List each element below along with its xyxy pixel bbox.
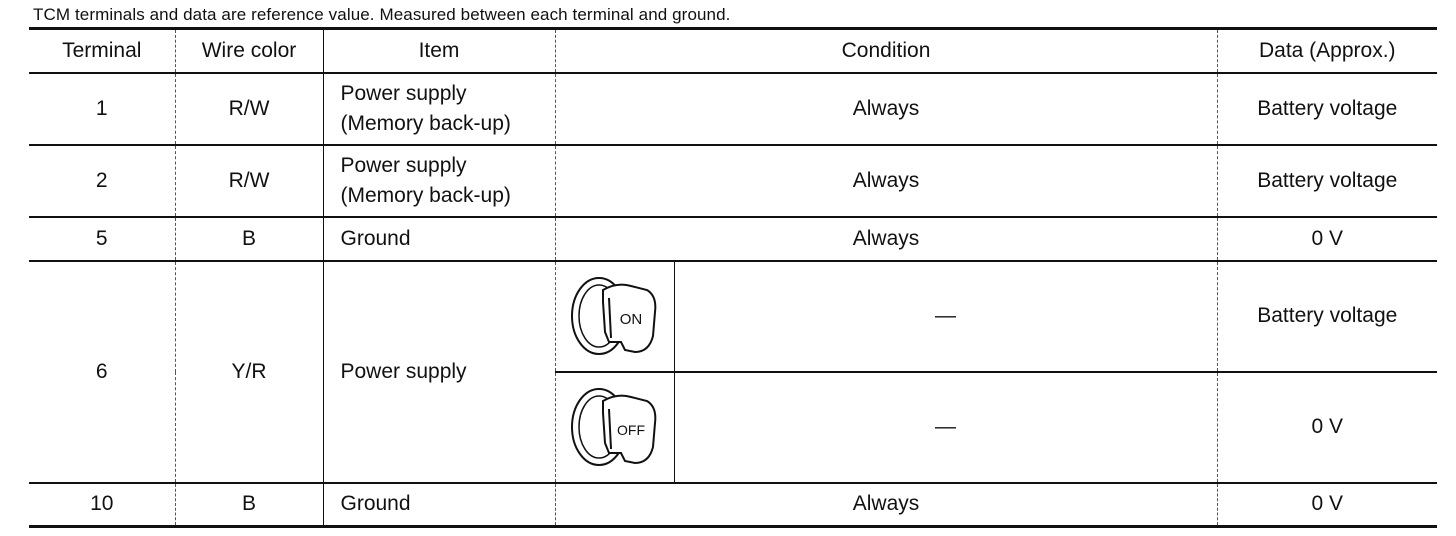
header-row	[29, 29, 1437, 73]
table-row	[29, 217, 1437, 261]
cell-data: 0 V	[1217, 483, 1437, 527]
header-data: Data (Approx.)	[1217, 29, 1437, 73]
cell-data: Battery voltage	[1217, 145, 1437, 217]
key-label: ON	[619, 311, 642, 328]
tcm-terminal-table	[29, 27, 1437, 528]
cell-data: Battery voltage	[1217, 73, 1437, 145]
cell-wire-color: R/W	[175, 145, 323, 217]
table-row	[29, 145, 1437, 217]
cell-condition: Always	[555, 73, 1217, 145]
cell-terminal: 2	[95, 168, 108, 192]
header-wire-color: Wire color	[175, 29, 323, 73]
cell-wire-color: R/W	[175, 73, 323, 145]
cell-terminal: 10	[90, 492, 114, 516]
cell-wire-color: B	[175, 217, 323, 261]
item-line: Power supply	[340, 153, 467, 177]
key-label: OFF	[616, 422, 645, 438]
item-line: (Memory back-up)	[340, 183, 511, 207]
cell-terminal: 1	[95, 96, 108, 120]
cell-terminal: 6	[95, 359, 108, 383]
item-line: (Memory back-up)	[340, 111, 511, 135]
header-item: Item	[323, 29, 555, 73]
cell-wire-color: B	[175, 483, 323, 527]
ignition-key-off-icon	[569, 383, 661, 471]
cell-wire-color: Y/R	[175, 261, 323, 483]
header-terminal: Terminal	[29, 29, 175, 73]
cell-item: Power supply	[323, 261, 555, 483]
table-row	[29, 73, 1437, 145]
cell-data: Battery voltage	[1217, 261, 1437, 372]
cell-terminal: 5	[95, 226, 108, 250]
table-caption: TCM terminals and data are reference value. Measured between each terminal and ground.	[33, 5, 731, 24]
table-row	[29, 483, 1437, 527]
cell-condition: Always	[555, 217, 1217, 261]
cell-data: 0 V	[1217, 217, 1437, 261]
cell-data: 0 V	[1217, 372, 1437, 483]
item-line: Power supply	[340, 81, 467, 105]
ignition-key-on-icon	[569, 272, 661, 360]
cell-condition: Always	[555, 483, 1217, 527]
cell-condition: —	[674, 372, 1217, 483]
cell-item: Ground	[323, 483, 555, 527]
cell-ignition-key	[555, 261, 674, 372]
cell-item	[323, 73, 555, 145]
cell-item	[323, 145, 555, 217]
cell-ignition-key	[555, 372, 674, 483]
table-row	[29, 261, 1437, 372]
header-condition: Condition	[555, 29, 1217, 73]
cell-item: Ground	[323, 217, 555, 261]
cell-condition: Always	[555, 145, 1217, 217]
cell-condition: —	[674, 261, 1217, 372]
